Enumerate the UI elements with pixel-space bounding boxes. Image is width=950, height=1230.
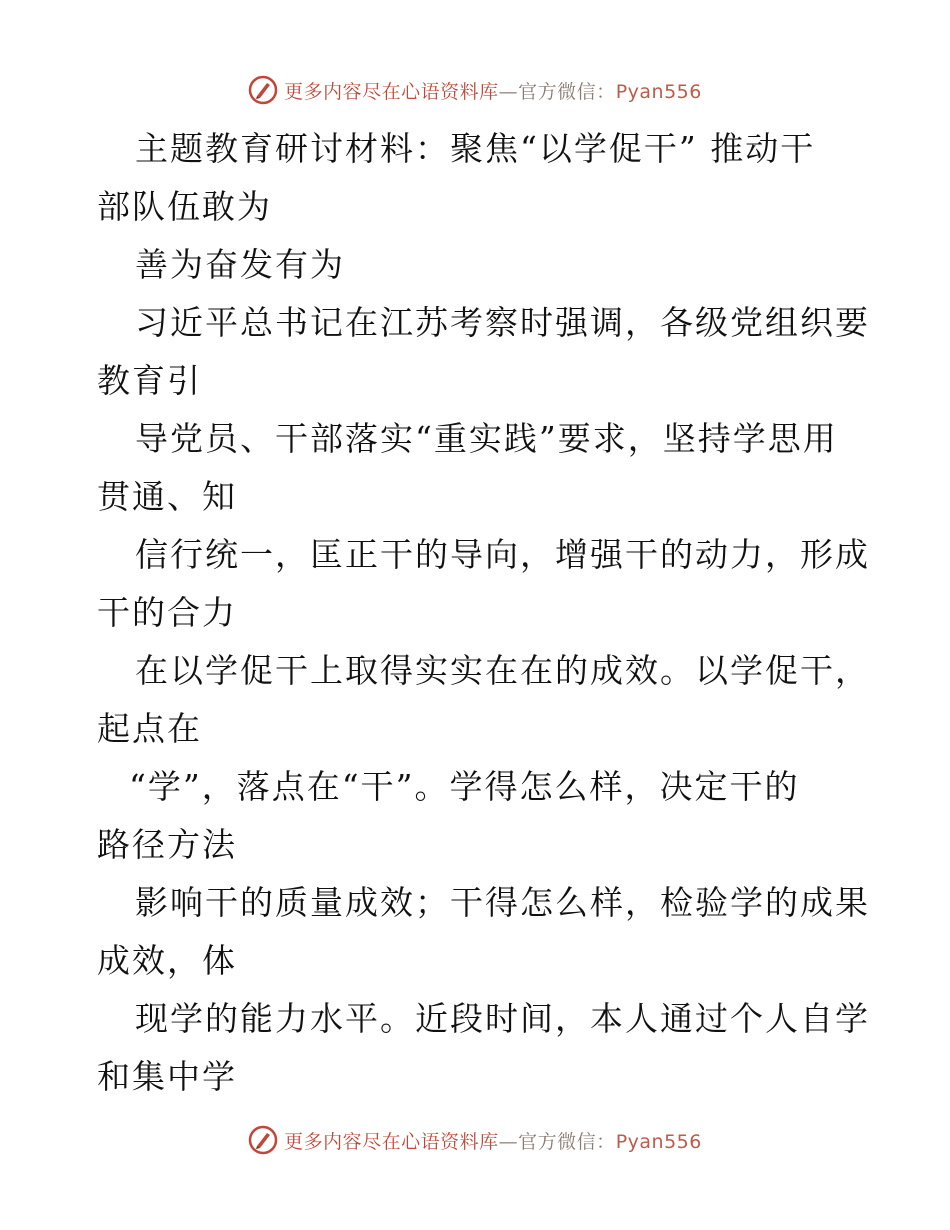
watermark-footer — [0, 1120, 950, 1160]
watermark-wechat: Pyan556 — [615, 1130, 702, 1153]
watermark-dash: — — [498, 1130, 519, 1153]
body-line: 和集中学 — [97, 1057, 237, 1096]
watermark-text — [284, 77, 702, 104]
body-line: 善为奋发有为 — [135, 245, 345, 284]
watermark-brand: 更多内容尽在心语资料库 — [284, 80, 499, 103]
pen-logo-icon — [248, 1125, 278, 1155]
body-line: 干的合力 — [97, 593, 237, 632]
body-line: 影响干的质量成效；干得怎么样，检验学的成果 — [135, 883, 870, 922]
watermark-label: 官方微信： — [518, 1130, 616, 1153]
watermark-label: 官方微信： — [518, 80, 616, 103]
watermark-wechat: Pyan556 — [615, 80, 702, 103]
watermark-text — [284, 1127, 702, 1154]
body-line: 成效，体 — [97, 941, 237, 980]
watermark-dash: — — [498, 80, 519, 103]
body-line: “学”，落点在“干”。学得怎么样，决定干的 — [129, 767, 800, 806]
body-line: 教育引 — [97, 361, 202, 400]
body-line: 主题教育研讨材料：聚焦“以学促干” 推动干 — [135, 129, 816, 168]
body-line: 部队伍敢为 — [97, 187, 272, 226]
document-body — [97, 120, 870, 1106]
watermark-header — [0, 70, 950, 110]
body-line: 路径方法 — [97, 825, 237, 864]
body-line: 导党员、干部落实“重实践”要求，坚持学思用 — [135, 419, 838, 458]
body-line: 信行统一，匡正干的导向，增强干的动力，形成 — [135, 535, 870, 574]
body-line: 贯通、知 — [97, 477, 237, 516]
watermark-brand: 更多内容尽在心语资料库 — [284, 1130, 499, 1153]
body-line: 起点在 — [97, 709, 202, 748]
pen-logo-icon — [248, 75, 278, 105]
body-line: 在以学促干上取得实实在在的成效。以学促干， — [135, 651, 870, 690]
body-line: 习近平总书记在江苏考察时强调，各级党组织要 — [135, 303, 870, 342]
body-line: 现学的能力水平。近段时间，本人通过个人自学 — [135, 999, 870, 1038]
